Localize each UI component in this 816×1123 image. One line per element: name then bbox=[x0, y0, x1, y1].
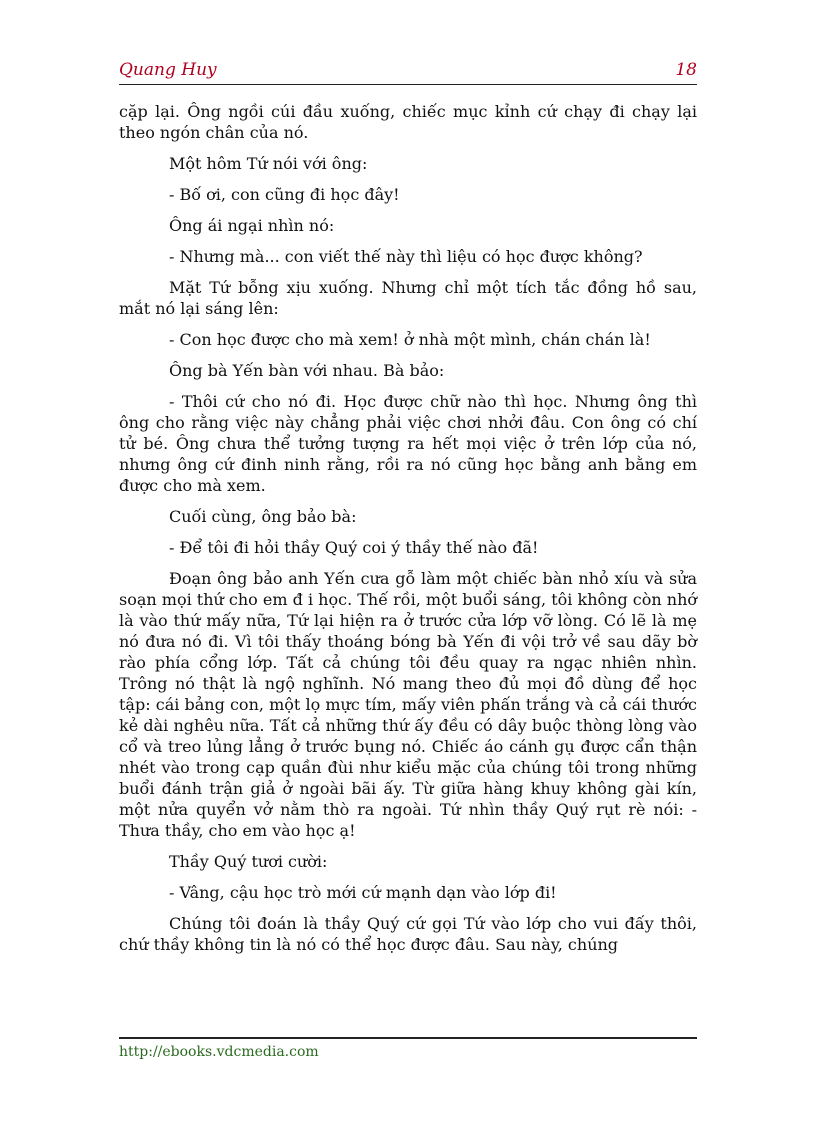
paragraph: Cuối cùng, ông bảo bà: bbox=[169, 507, 357, 526]
paragraph: Chúng tôi đoán là thầy Quý cứ gọi Tứ vào lớp cho vui đấy thôi, chứ thầy không tin là nó có thể học được đâu. Sau này, chúng bbox=[119, 914, 697, 954]
paragraph: Một hôm Tứ nói với ông: bbox=[169, 154, 368, 173]
page-footer bbox=[119, 1037, 697, 1060]
paragraph: Ông bà Yến bàn với nhau. Bà bảo: bbox=[169, 361, 445, 380]
paragraph: - Bố ơi, con cũng đi học đây! bbox=[169, 185, 400, 204]
footer-url-link[interactable]: http://ebooks.vdcmedia.com bbox=[119, 1044, 319, 1060]
paragraph: Mặt Tứ bỗng xịu xuống. Nhưng chỉ một tích tắc đồng hồ sau, mắt nó lại sáng lên: bbox=[119, 278, 697, 318]
paragraph: - Thôi cứ cho nó đi. Học được chữ nào thì học. Nhưng ông thì ông cho rằng việc này chẳng phải việc chơi nhởi đâu. Con ông có chí tử bé. Ông chưa thể tưởng tượng ra hết mọi việc ở trên lớp của nó, nhưng ông cứ đinh ninh rằng, rồi ra nó cũng học bằng anh bằng em được cho mà xem. bbox=[119, 392, 697, 495]
paragraph: - Vâng, cậu học trò mới cứ mạnh dạn vào lớp đi! bbox=[169, 883, 557, 902]
header-author: Quang Huy bbox=[119, 60, 217, 80]
header-page-number: 18 bbox=[675, 60, 697, 80]
paragraph: Thầy Quý tươi cười: bbox=[169, 852, 328, 871]
paragraph: - Con học được cho mà xem! ở nhà một mình, chán chán là! bbox=[169, 330, 651, 349]
page-header bbox=[119, 60, 697, 85]
paragraph: - Để tôi đi hỏi thầy Quý coi ý thầy thế nào đã! bbox=[169, 538, 539, 557]
page-body bbox=[119, 101, 697, 965]
paragraph: Đoạn ông bảo anh Yến cưa gỗ làm một chiếc bàn nhỏ xíu và sửa soạn mọi thứ cho em đ i học. Thế rồi, một buổi sáng, tôi không còn nhớ là vào thứ mấy nữa, Tứ lại hiện ra ở trước cửa lớp vỡ lòng. Có lẽ là mẹ nó đưa nó đi. Vì tôi thấy thoáng bóng bà Yến đi vội trở về sau dãy bờ rào phía cổng lớp. Tất cả chúng tôi đều quay ra ngạc nhiên nhìn. Trông nó thật là ngộ nghĩnh. Nó mang theo đủ mọi đồ dùng để học tập: cái bảng con, một lọ mực tím, mấy viên phấn trắng và cả cái thước kẻ dài nghêu nữa. Tất cả những thứ ấy đều có dây buộc thòng lòng vào cổ và treo lủng lẳng ở trước bụng nó. Chiếc áo cánh gụ được cẩn thận nhét vào trong cạp quần đùi như kiểu mặc của chúng tôi trong những buổi đánh trận giả ở ngoài bãi ấy. Từ giữa hàng khuy không gài kín, một nửa quyển vở nằm thò ra ngoài. Tứ nhìn thầy Quý rụt rè nói: - Thưa thầy, cho em vào học ạ! bbox=[119, 569, 697, 840]
paragraph: - Nhưng mà... con viết thế này thì liệu có học được không? bbox=[169, 247, 643, 266]
paragraph: Ông ái ngại nhìn nó: bbox=[169, 216, 335, 235]
paragraph: cặp lại. Ông ngồi cúi đầu xuống, chiếc mục kỉnh cứ chạy đi chạy lại theo ngón chân của nó. bbox=[119, 102, 697, 142]
